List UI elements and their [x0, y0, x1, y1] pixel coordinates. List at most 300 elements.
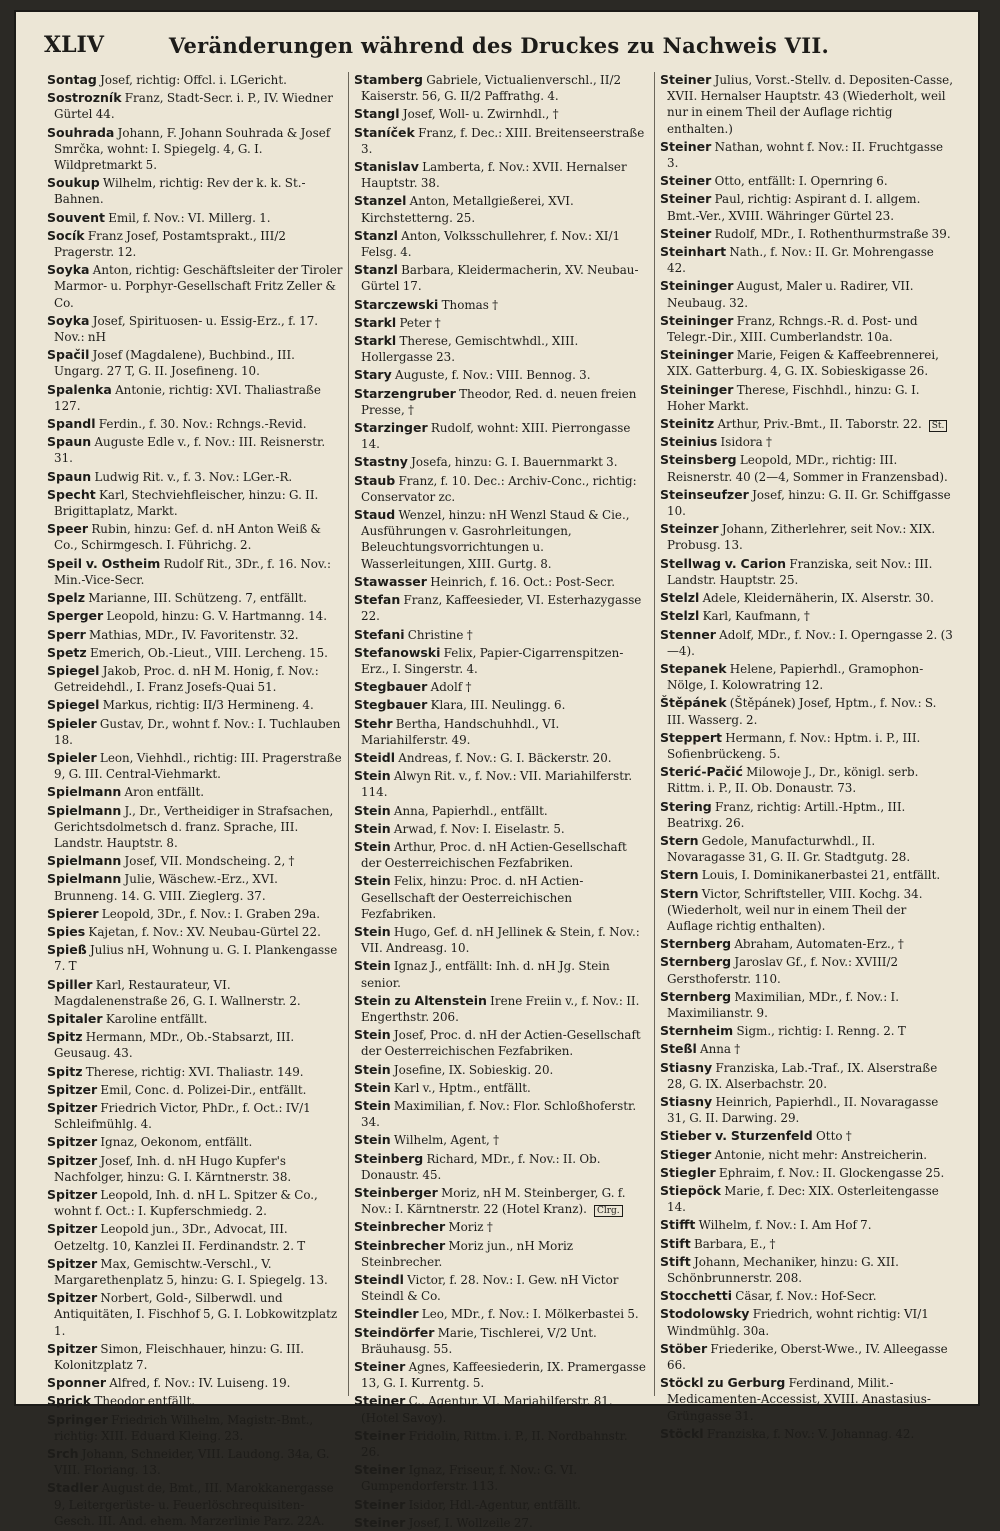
entry-name: Spitzer [47, 1081, 98, 1097]
entry-text: Irene Freiin v., f. Nov.: II. Engerthstr. 206. [361, 993, 640, 1024]
entry-name: Starkl [354, 333, 397, 349]
entry-name: Stern [660, 885, 699, 901]
directory-entry [354, 420, 649, 452]
directory-entry [47, 697, 343, 713]
directory-entry [47, 645, 343, 661]
directory-entry [660, 886, 955, 935]
entry-name: Spitz [47, 1063, 83, 1079]
entry-text: Karl, Restaurateur, VI. Magdalenenstraße 26, G. I. Wallnerstr. 2. [54, 977, 301, 1008]
entry-text: J., Dr., Vertheidiger in Strafsachen, Gerichtsdolmetsch d. franz. Sprache, III. Landstr. Hauptstr. 8. [54, 803, 334, 850]
entry-name: Steinius [660, 434, 718, 450]
entry-name: Stieber v. Sturzenfeld [660, 1128, 813, 1144]
directory-entry [354, 924, 649, 956]
entry-name: Steininger [660, 312, 734, 328]
entry-name: Stodolowsky [660, 1306, 750, 1322]
entry-name: Steininger [660, 381, 734, 397]
entry-name: Steiner [660, 72, 712, 87]
entry-text: Felix, hinzu: Proc. d. nH Actien-Gesellschaft der Oesterreichischen Fezfabriken. [361, 874, 584, 921]
entry-name: Sostrozník [47, 90, 122, 106]
entry-text: Julius, Vorst.-Stellv. d. Depositen-Casse, XVII. Hernalser Hauptstr. 43 (Wiederholt, weil nur in einem Theil der Auflage richtig enthalten.) [667, 73, 953, 136]
entry-name: Steinhart [660, 244, 727, 260]
entry-text: Wilhelm, f. Nov.: I. Am Hof 7. [695, 1218, 872, 1233]
directory-entry [660, 1023, 955, 1039]
entry-name: Starczewski [354, 296, 439, 312]
entry-text: Gabriele, Victualienverschl., II/2 Kaiserstr. 56, G. II/2 Paffrathg. 4. [361, 73, 622, 104]
directory-entry [354, 1306, 649, 1322]
entry-name: Sponner [47, 1375, 106, 1391]
entry-text: Norbert, Gold-, Silberwdl. und Antiquitäten, I. Fischhof 5, G. I. Lobkowitzplatz 1. [54, 1291, 338, 1338]
entry-text: Christine † [404, 627, 473, 642]
directory-entry [354, 697, 649, 713]
directory-entry [660, 627, 955, 659]
directory-entry [47, 871, 343, 903]
directory-entry [660, 1165, 955, 1181]
entry-name: Stein [354, 838, 391, 854]
entry-text: Emerich, Ob.-Lieut., VIII. Lercheng. 15. [86, 645, 328, 660]
entry-text: Bertha, Handschuhhdl., VI. Mariahilferstr. 49. [361, 716, 560, 747]
directory-entry [47, 924, 343, 940]
entry-name: Stein zu Altenstein [354, 992, 487, 1008]
directory-entry [47, 1100, 343, 1132]
entry-name: Steiner [354, 1462, 406, 1478]
entry-text: Franz, Rchngs.-R. d. Post- und Telegr.-Dir., XIII. Cumberlandstr. 10a. [667, 313, 918, 345]
entry-name: Spitzer [47, 1290, 98, 1306]
entry-name: Stegbauer [354, 679, 428, 695]
directory-entry [47, 90, 343, 122]
entry-text: Johann, Zitherlehrer, seit Nov.: XIX. Probusg. 13. [667, 522, 936, 553]
entry-name: Stadler [47, 1480, 99, 1496]
entry-text: Josef, Proc. d. nH der Actien-Gesellschaft der Oesterreichischen Fezfabriken. [361, 1028, 641, 1059]
entry-name: Souvent [47, 209, 105, 225]
directory-entry [47, 803, 343, 852]
entry-name: Steinbrecher [354, 1237, 446, 1253]
directory-entry [660, 661, 955, 693]
entry-name: Stocchetti [660, 1288, 732, 1304]
entry-text: Marie, Feigen & Kaffeebrennerei, XIX. Gatterburg. 4, G. IX. Sobieskigasse 26. [667, 348, 939, 379]
directory-entry [47, 1256, 343, 1288]
entry-name: Stiegler [660, 1164, 716, 1180]
directory-entry [354, 1393, 649, 1425]
entry-name: Stanzl [354, 227, 398, 243]
entry-name: Sperr [47, 626, 86, 642]
entry-name: Speer [47, 521, 89, 537]
entry-name: Spies [47, 923, 86, 939]
entry-name: Stein [354, 802, 391, 818]
directory-page [14, 10, 980, 1530]
entry-name: Steiner [660, 191, 712, 207]
entry-name: Stanzl [354, 262, 398, 278]
entry-text: Josef, Spirituosen- u. Essig-Erz., f. 17. Nov.: nH [54, 313, 319, 345]
entry-mark-box: Clrg. [594, 1205, 623, 1217]
entry-text: Abraham, Automaten-Erz., † [731, 937, 904, 952]
entry-text: Antonie, nicht mehr: Anstreicherin. [711, 1147, 928, 1162]
directory-entry [47, 1011, 343, 1027]
entry-text: Cäsar, f. Nov.: Hof-Secr. [732, 1289, 877, 1304]
entry-text: Gustav, Dr., wohnt f. Nov.: I. Tuchlauben 18. [54, 716, 341, 747]
directory-entry [47, 1446, 343, 1478]
entry-text: Franziska, f. Nov.: V. Johannag. 42. [703, 1426, 915, 1441]
entry-name: Spitzer [47, 1134, 98, 1150]
entry-text: Josef, Inh. d. nH Hugo Kupfer's Nachfolger, hinzu: G. I. Kärntnerstr. 38. [54, 1153, 292, 1184]
entry-name: Staud [354, 507, 396, 523]
entry-name: Spieß [47, 942, 87, 958]
entry-name: Staub [354, 472, 396, 488]
directory-entry [354, 993, 649, 1025]
entry-name: Stein [354, 1079, 391, 1095]
entry-text: Barbara, E., † [690, 1236, 776, 1251]
entry-name: Stöckl zu Gerburg [660, 1375, 786, 1391]
directory-entry [354, 159, 649, 191]
directory-entry [660, 1217, 955, 1233]
entry-text: Otto, entfällt: I. Opernring 6. [711, 174, 888, 189]
directory-entry [354, 750, 649, 766]
page-title: Veränderungen während des Druckes zu Nachweis VII. [168, 33, 830, 58]
entry-name: Stifft [660, 1217, 696, 1233]
directory-entry [354, 1428, 649, 1460]
entry-text: Josefa, hinzu: G. I. Bauernmarkt 3. [407, 455, 618, 470]
directory-entry [660, 1060, 955, 1092]
entry-name: Stepanek [660, 660, 727, 676]
directory-entry [354, 333, 649, 365]
directory-entry [47, 556, 343, 588]
entry-text: Johann, Schneider, VIII. Laudong. 34a, G. VIII. Floriang. 13. [54, 1447, 330, 1478]
entry-name: Stefan [354, 592, 401, 608]
entry-name: Spiegel [47, 697, 100, 713]
entry-text: Leopold jun., 3Dr., Advocat, III. Oetzeltg. 10, Kanzlei II. Ferdinandstr. 2. T [54, 1222, 306, 1253]
directory-entry [47, 382, 343, 414]
directory-entry [660, 347, 955, 379]
entry-text: Karl v., Hptm., entfällt. [390, 1080, 531, 1095]
entry-name: Steppert [660, 729, 722, 745]
entry-text: Julius nH, Wohnung u. G. I. Plankengasse 7. T [54, 943, 338, 974]
entry-name: Stenner [660, 626, 716, 642]
entry-name: Soukup [47, 175, 100, 191]
entry-text: Adolf † [427, 680, 472, 695]
directory-entry [47, 1082, 343, 1098]
column-3 [654, 72, 960, 1441]
directory-entry [354, 592, 649, 624]
entry-text: Barbara, Kleidermacherin, XV. Neubau-Gürtel 17. [361, 263, 639, 294]
directory-entry [354, 716, 649, 748]
directory-entry [354, 386, 649, 418]
entry-text: C., Agentur, VI. Mariahilferstr. 81. (Hotel Savoy). [361, 1394, 613, 1425]
entry-text: Therese, Fischhdl., hinzu: G. I. Hoher Markt. [667, 382, 920, 413]
entry-name: Stöber [660, 1340, 708, 1356]
entry-text: Wilhelm, richtig: Rev der k. k. St.-Bahnen. [54, 176, 306, 207]
entry-text: Heinrich, Papierhdl., II. Novaragasse 31, G. II. Darwing. 29. [667, 1094, 939, 1126]
entry-name: Spitzer [47, 1221, 98, 1237]
entry-text: Friedrich Wilhelm, Magistr.-Bmt., richtig: XIII. Eduard Kleing. 23. [54, 1412, 314, 1443]
entry-name: Spetz [47, 644, 87, 660]
directory-entry [660, 139, 955, 171]
directory-entry [660, 72, 955, 137]
entry-name: Starkl [354, 314, 397, 330]
entry-name: Sternberg [660, 936, 732, 952]
entry-text: Felix, Papier-Cigarrenspitzen-Erz., I. Singerstr. 4. [361, 645, 624, 676]
directory-entry [660, 1041, 955, 1057]
directory-entry [47, 750, 343, 782]
entry-text: Franz, Stadt-Secr. i. P., IV. Wiedner Gürtel 44. [54, 91, 333, 122]
directory-entry [354, 106, 649, 122]
entry-name: Spieler [47, 715, 97, 731]
directory-entry [660, 1288, 955, 1304]
directory-entry [47, 434, 343, 466]
entry-text: Gedole, Manufacturwhdl., II. Novaragasse 31, G. II. Gr. Stadtgutg. 28. [667, 833, 911, 865]
entry-name: Spielmann [47, 871, 122, 887]
entry-text: Paul, richtig: Aspirant d. I. allgem. Bmt.-Ver., XVIII. Währinger Gürtel 23. [667, 192, 921, 223]
entry-text: Anton, richtig: Geschäftsleiter der Tiroler Marmor- u. Porphyr-Gesellschaft Fritz Zeller & Co. [54, 263, 343, 310]
directory-entry [47, 608, 343, 624]
directory-entry [660, 452, 955, 484]
directory-entry [47, 784, 343, 800]
entry-text: Leopold, 3Dr., f. Nov.: I. Graben 29a. [98, 906, 321, 921]
directory-entry [354, 1080, 649, 1096]
entry-name: Stift [660, 1253, 691, 1269]
entry-name: Stamberg [354, 72, 423, 87]
directory-entry [47, 1029, 343, 1061]
directory-entry [354, 1515, 649, 1531]
entry-name: Spieler [47, 749, 97, 765]
directory-entry [354, 821, 649, 837]
directory-entry [354, 627, 649, 643]
entry-text: Franziska, Lab.-Traf., IX. Alserstraße 28, G. IX. Alserbachstr. 20. [667, 1060, 938, 1091]
entry-text: August de, Bmt., III. Marokkanergasse 9, Leitergerüste- u. Feuerlöschrequisiten-Gesch. III. And. ehem. Marzerlinie Parz. 22A. [54, 1481, 334, 1528]
entry-name: Steiner [660, 225, 712, 241]
entry-text: Adele, Kleidernäherin, IX. Alserstr. 30. [699, 591, 934, 606]
directory-entry [660, 278, 955, 310]
entry-name: Stefanowski [354, 644, 441, 660]
directory-entry [354, 645, 649, 677]
entry-text: Leopold, hinzu: G. V. Hartmanng. 14. [103, 609, 328, 624]
entry-text: Lamberta, f. Nov.: XVII. Hernalser Hauptstr. 38. [361, 160, 627, 191]
entry-text: (Štěpánek) Josef, Hptm., f. Nov.: S. III. Wasserg. 2. [667, 696, 937, 727]
directory-entry [660, 382, 955, 414]
directory-entry [47, 1187, 343, 1219]
entry-name: Stanzel [354, 193, 407, 209]
entry-text: Rudolf Rit., 3Dr., f. 16. Nov.: Min.-Vice-Secr. [54, 556, 332, 587]
entry-text: Ignaz J., entfällt: Inh. d. nH Jg. Stein senior. [361, 959, 610, 990]
entry-name: Steinseufzer [660, 486, 749, 502]
directory-entry [660, 1254, 955, 1286]
entry-text: Anna † [696, 1042, 741, 1057]
entry-name: Springer [47, 1411, 108, 1427]
entry-name: Steindler [354, 1306, 419, 1322]
directory-entry [47, 1221, 343, 1253]
directory-entry [660, 1183, 955, 1215]
directory-entry [354, 72, 649, 104]
directory-entry [354, 1359, 649, 1391]
entry-text: Josef, VII. Mondscheing. 2, † [121, 854, 295, 869]
column-1 [42, 72, 348, 1528]
entry-name: Spitzer [47, 1340, 98, 1356]
entry-text: Arthur, Proc. d. nH Actien-Gesellschaft der Oesterreichischen Fezfabriken. [361, 839, 627, 871]
directory-entry [660, 1306, 955, 1338]
entry-text: Max, Gemischtw.-Verschl., V. Margarethenplatz 5, hinzu: G. I. Spiegelg. 13. [54, 1256, 328, 1288]
directory-entry [47, 942, 343, 974]
entry-text: Victor, Schriftsteller, VIII. Kochg. 34. (Wiederholt, weil nur in einem Theil der Auflage richtig enthalten). [667, 886, 923, 933]
entry-text: Rudolf, MDr., I. Rothenthurmstraße 39. [711, 226, 951, 241]
entry-text: Nathan, wohnt f. Nov.: II. Fruchtgasse 3. [667, 139, 944, 171]
entry-name: Stein [354, 768, 391, 784]
directory-entry [354, 1272, 649, 1304]
entry-text: Julie, Wäschew.-Erz., XVI. Brunneng. 14. G. VIII. Zieglerg. 37. [54, 872, 278, 903]
directory-entry [354, 473, 649, 505]
directory-entry [354, 315, 649, 331]
entry-name: Spaun [47, 468, 92, 484]
entry-text: August, Maler u. Radirer, VII. Neubaug. 32. [667, 279, 914, 310]
directory-entry [47, 1375, 343, 1391]
entry-name: Stieger [660, 1146, 712, 1162]
directory-entry [660, 1236, 955, 1252]
entry-name: Steiner [354, 1514, 406, 1530]
entry-text: Peter † [396, 315, 441, 330]
directory-entry [47, 262, 343, 311]
entry-text: Marie, Tischlerei, V/2 Unt. Bräuhausg. 55. [361, 1325, 597, 1356]
directory-entry [354, 1462, 649, 1494]
directory-entry [47, 469, 343, 485]
entry-text: Therese, richtig: XVI. Thaliastr. 149. [82, 1064, 304, 1079]
directory-entry [47, 313, 343, 345]
directory-entry [47, 590, 343, 606]
entry-name: Stein [354, 923, 391, 939]
entry-text: Markus, richtig: II/3 Hermineng. 4. [99, 698, 314, 713]
entry-name: Steindörfer [354, 1324, 435, 1340]
entry-name: Steiner [660, 173, 712, 189]
directory-entry [354, 1497, 649, 1513]
entry-text: Kajetan, f. Nov.: XV. Neubau-Gürtel 22. [85, 924, 321, 939]
entry-text: Jaroslav Gf., f. Nov.: XVIII/2 Gersthoferstr. 110. [667, 955, 899, 986]
entry-name: Stift [660, 1235, 691, 1251]
directory-entry [660, 244, 955, 276]
entry-name: Spitzer [47, 1099, 98, 1115]
entry-name: Steiner [660, 138, 712, 154]
entry-text: Emil, f. Nov.: VI. Millerg. 1. [105, 210, 271, 225]
entry-name: Spitaler [47, 1010, 103, 1026]
entry-name: Specht [47, 486, 96, 502]
entry-name: Steinbrecher [354, 1219, 446, 1235]
entry-name: Stellwag v. Carion [660, 555, 787, 571]
directory-entry [660, 416, 955, 432]
entry-text: Moriz, nH M. Steinberger, G. f. Nov.: I. Kärntnerstr. 22 (Hotel Kranz). [361, 1186, 626, 1217]
entry-name: Sternheim [660, 1023, 734, 1039]
entry-name: Sontag [47, 72, 97, 87]
entry-text: Johann, F. Johann Souhrada & Josef Smrčka, wohnt: I. Spiegelg. 4, G. I. Wildpretmarkt 5. [54, 125, 331, 173]
entry-name: Stawasser [354, 573, 427, 589]
entry-name: Steinitz [660, 416, 715, 432]
entry-text: Adolf, MDr., f. Nov.: I. Operngasse 2. (3—4). [667, 627, 953, 658]
entry-name: Stering [660, 798, 712, 814]
directory-entry [47, 125, 343, 174]
entry-text: Josef, Woll- u. Zwirnhdl., † [399, 107, 559, 122]
entry-name: Soyka [47, 262, 90, 278]
entry-name: Spierer [47, 905, 99, 921]
entry-text: Simon, Fleischhauer, hinzu: G. III. Kolonitzplatz 7. [54, 1341, 305, 1373]
entry-text: Helene, Papierhdl., Gramophon-Nölge, I. Kolowratring 12. [667, 661, 924, 693]
entry-name: Steinsberg [660, 452, 737, 468]
entry-name: Steininger [660, 347, 734, 363]
directory-entry [354, 1325, 649, 1357]
directory-entry [354, 679, 649, 695]
directory-entry [47, 416, 343, 432]
directory-entry [47, 627, 343, 643]
entry-text: Josef, hinzu: G. II. Gr. Schiffgasse 10. [667, 487, 951, 519]
directory-entry [660, 1341, 955, 1373]
directory-entry [47, 175, 343, 207]
directory-entry [47, 228, 343, 260]
entry-name: Sternberg [660, 988, 732, 1004]
directory-entry [354, 574, 649, 590]
directory-entry [660, 590, 955, 606]
entry-text: Ignaz, Oekonom, entfällt. [97, 1135, 253, 1150]
entry-text: Emil, Conc. d. Polizei-Dir., entfällt. [97, 1082, 307, 1097]
directory-entry [660, 556, 955, 588]
entry-text: Friederike, Oberst-Wwe., IV. Alleegasse 66. [667, 1341, 948, 1373]
entry-name: Steinberg [354, 1150, 424, 1166]
entry-name: Stelzl [660, 590, 700, 606]
directory-entry [47, 663, 343, 695]
directory-entry [660, 799, 955, 831]
entry-name: Stern [660, 867, 699, 883]
directory-entry [354, 228, 649, 260]
entry-text: Anton, Volksschullehrer, f. Nov.: XI/1 Felsg. 4. [361, 228, 621, 260]
entry-text: Nath., f. Nov.: II. Gr. Mohrengasse 42. [667, 245, 934, 276]
directory-entry [47, 977, 343, 1009]
directory-entry [354, 768, 649, 800]
entry-name: Speil v. Ostheim [47, 555, 161, 571]
directory-entry [354, 1062, 649, 1078]
directory-entry [354, 1098, 649, 1130]
directory-entry [354, 958, 649, 990]
entry-text: Louis, I. Dominikanerbastei 21, entfällt. [698, 868, 941, 883]
entry-name: Stein [354, 1027, 391, 1043]
entry-name: Srch [47, 1446, 79, 1462]
entry-text: Sigm., richtig: I. Renng. 2. T [733, 1024, 906, 1039]
entry-text: Leopold, Inh. d. nH L. Spitzer & Co., wohnt f. Oct.: I. Kupferschmiedg. 2. [54, 1188, 318, 1219]
entry-text: Karl, Kaufmann, † [699, 609, 810, 624]
entry-name: Stern [660, 832, 699, 848]
entry-name: Souhrada [47, 124, 115, 140]
directory-entry [660, 521, 955, 553]
entry-name: Spandl [47, 416, 96, 432]
entry-text: Victor, f. 28. Nov.: I. Gew. nH Victor Steindl & Co. [361, 1273, 619, 1304]
entry-name: Stein [354, 1061, 391, 1077]
entry-text: Heinrich, f. 16. Oct.: Post-Secr. [426, 574, 615, 589]
entry-name: Starzinger [354, 420, 428, 436]
entry-name: Spalenka [47, 381, 112, 397]
entry-text: Milowoje J., Dr., königl. serb. Rittm. i. P., II. Ob. Donaustr. 73. [667, 765, 919, 796]
entry-name: Steidl [354, 749, 395, 765]
directory-entry [354, 1132, 649, 1148]
entry-name: Sternberg [660, 954, 732, 970]
entry-name: Stein [354, 873, 391, 889]
entry-name: Spitzer [47, 1152, 98, 1168]
entry-name: Stehr [354, 715, 393, 731]
entry-text: Ephraim, f. Nov.: II. Glockengasse 25. [715, 1165, 945, 1180]
directory-entry [354, 454, 649, 470]
entry-name: Stein [354, 958, 391, 974]
entry-text: Ferdinand, Milit.-Medicamenten-Accessist, XVIII. Anastasius-Grüngasse 31. [667, 1376, 931, 1423]
entry-name: Stöckl [660, 1425, 704, 1441]
entry-name: Stangl [354, 106, 400, 122]
entry-name: Steinberger [354, 1185, 438, 1200]
entry-name: Spitzer [47, 1187, 98, 1202]
directory-entry [660, 608, 955, 624]
page-header [36, 28, 962, 64]
column-2 [348, 72, 654, 1530]
directory-entry [660, 695, 955, 727]
entry-name: Štěpánek [660, 695, 727, 711]
entry-text: Maximilian, MDr., f. Nov.: I. Maximilianstr. 9. [667, 989, 899, 1020]
